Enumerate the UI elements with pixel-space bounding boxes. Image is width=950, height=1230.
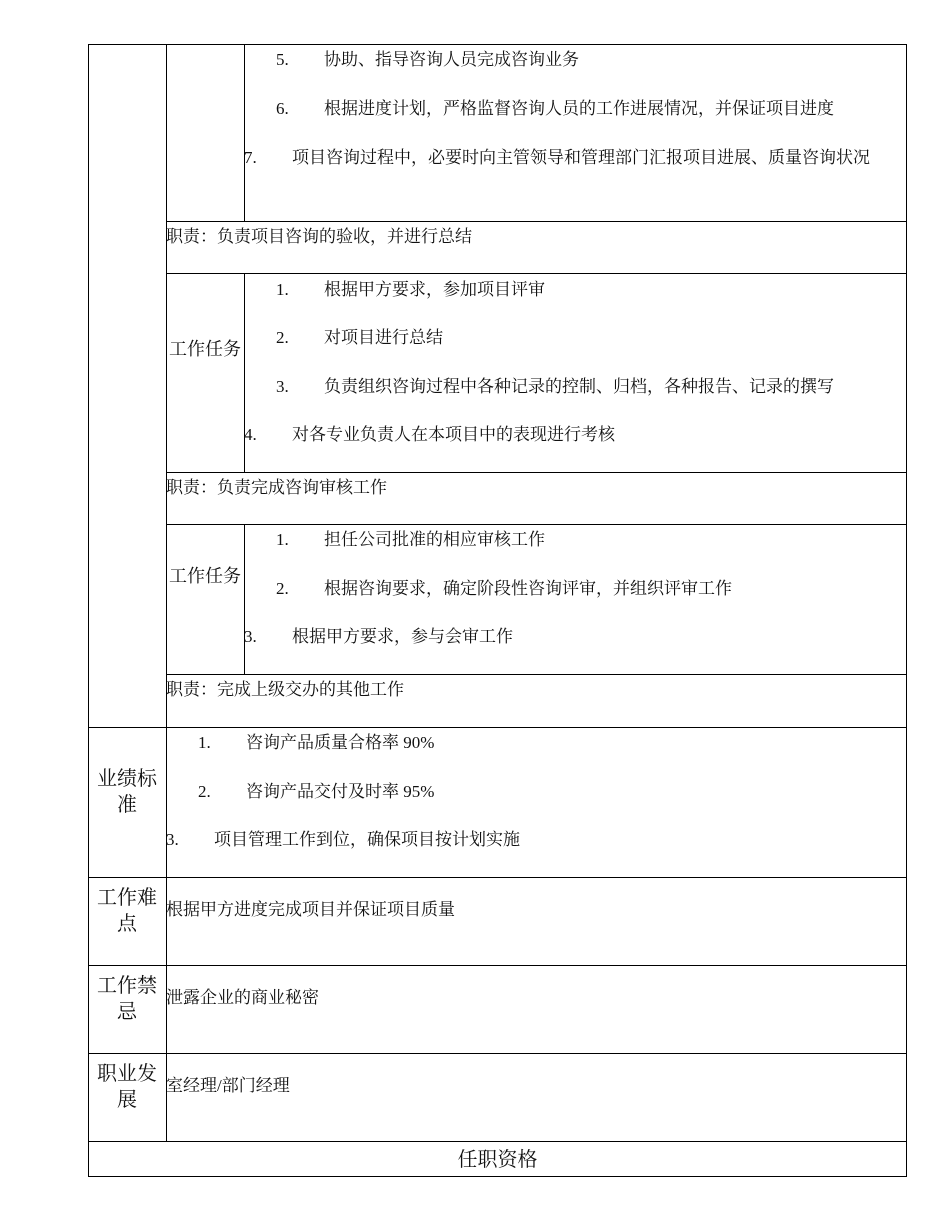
item-text: 根据甲方要求，参与会审工作 <box>292 627 513 646</box>
item-number: 3. <box>276 377 289 396</box>
list-item <box>276 528 545 552</box>
table-border-top <box>88 44 907 45</box>
list-item <box>276 326 443 350</box>
duty-text: 职责：完成上级交办的其他工作 <box>166 680 404 699</box>
section-divider <box>88 1141 907 1142</box>
item-text: 负责组织咨询过程中各种记录的控制、归档，各种报告、记录的撰写 <box>324 377 834 396</box>
item-text: 对各专业负责人在本项目中的表现进行考核 <box>292 425 615 444</box>
item-number: 3. <box>244 627 257 646</box>
item-number: 5. <box>276 50 289 69</box>
row-divider <box>166 472 907 473</box>
list-item <box>244 625 513 649</box>
item-text: 咨询产品质量合格率 90% <box>246 733 435 752</box>
item-text: 咨询产品交付及时率 95% <box>246 782 435 801</box>
item-text: 担任公司批准的相应审核工作 <box>324 530 545 549</box>
duty-text: 职责：负责完成咨询审核工作 <box>166 478 387 497</box>
item-number: 2. <box>276 328 289 347</box>
table-border-bottom <box>88 1176 907 1177</box>
list-item <box>276 48 579 72</box>
item-number: 2. <box>276 579 289 598</box>
row-divider <box>166 524 907 525</box>
taboo-text: 泄露企业的商业秘密 <box>166 988 319 1007</box>
difficulty-label: 工作难点 <box>97 885 157 935</box>
item-number: 2. <box>198 782 211 801</box>
list-item <box>276 278 545 302</box>
item-number: 1. <box>198 733 211 752</box>
qualification-heading: 任职资格 <box>457 1147 538 1171</box>
item-number: 4. <box>244 425 257 444</box>
item-text: 协助、指导咨询人员完成咨询业务 <box>324 50 579 69</box>
taboo-label: 工作禁忌 <box>97 973 157 1023</box>
performance-label: 业绩标准 <box>97 766 157 816</box>
career-text: 室经理/部门经理 <box>166 1076 290 1095</box>
career-label: 职业发展 <box>97 1061 157 1111</box>
list-item <box>198 731 434 755</box>
item-number: 1. <box>276 530 289 549</box>
list-item <box>166 828 520 852</box>
section-divider <box>88 727 907 728</box>
column-divider-task-1 <box>244 44 245 222</box>
row-divider <box>166 674 907 675</box>
duty-text: 职责：负责项目咨询的验收，并进行总结 <box>166 227 472 246</box>
row-divider <box>166 273 907 274</box>
item-text: 根据进度计划，严格监督咨询人员的工作进展情况，并保证项目进度 <box>324 99 834 118</box>
list-item <box>244 146 896 170</box>
section-divider <box>88 1053 907 1054</box>
item-text: 对项目进行总结 <box>324 328 443 347</box>
item-number: 6. <box>276 99 289 118</box>
item-text: 根据甲方要求，参加项目评审 <box>324 280 545 299</box>
list-item <box>244 423 615 447</box>
list-item <box>276 577 732 601</box>
item-text: 项目管理工作到位，确保项目按计划实施 <box>214 830 520 849</box>
table-border-right <box>906 44 907 1177</box>
list-item <box>198 780 434 804</box>
task-label: 工作任务 <box>169 339 241 360</box>
item-number: 3. <box>166 830 179 849</box>
difficulty-text: 根据甲方进度完成项目并保证项目质量 <box>166 900 455 919</box>
item-text: 根据咨询要求，确定阶段性咨询评审，并组织评审工作 <box>324 579 732 598</box>
section-divider <box>88 877 907 878</box>
row-divider <box>166 221 907 222</box>
list-item <box>276 97 834 121</box>
item-text: 项目咨询过程中，必要时向主管领导和管理部门汇报项目进展、质量咨询状况 <box>292 148 870 167</box>
column-divider-task-3 <box>244 525 245 675</box>
item-number: 7. <box>244 148 257 167</box>
section-divider <box>88 965 907 966</box>
column-divider-left <box>166 44 167 1142</box>
task-label: 工作任务 <box>169 566 241 587</box>
list-item <box>276 375 834 399</box>
item-number: 1. <box>276 280 289 299</box>
